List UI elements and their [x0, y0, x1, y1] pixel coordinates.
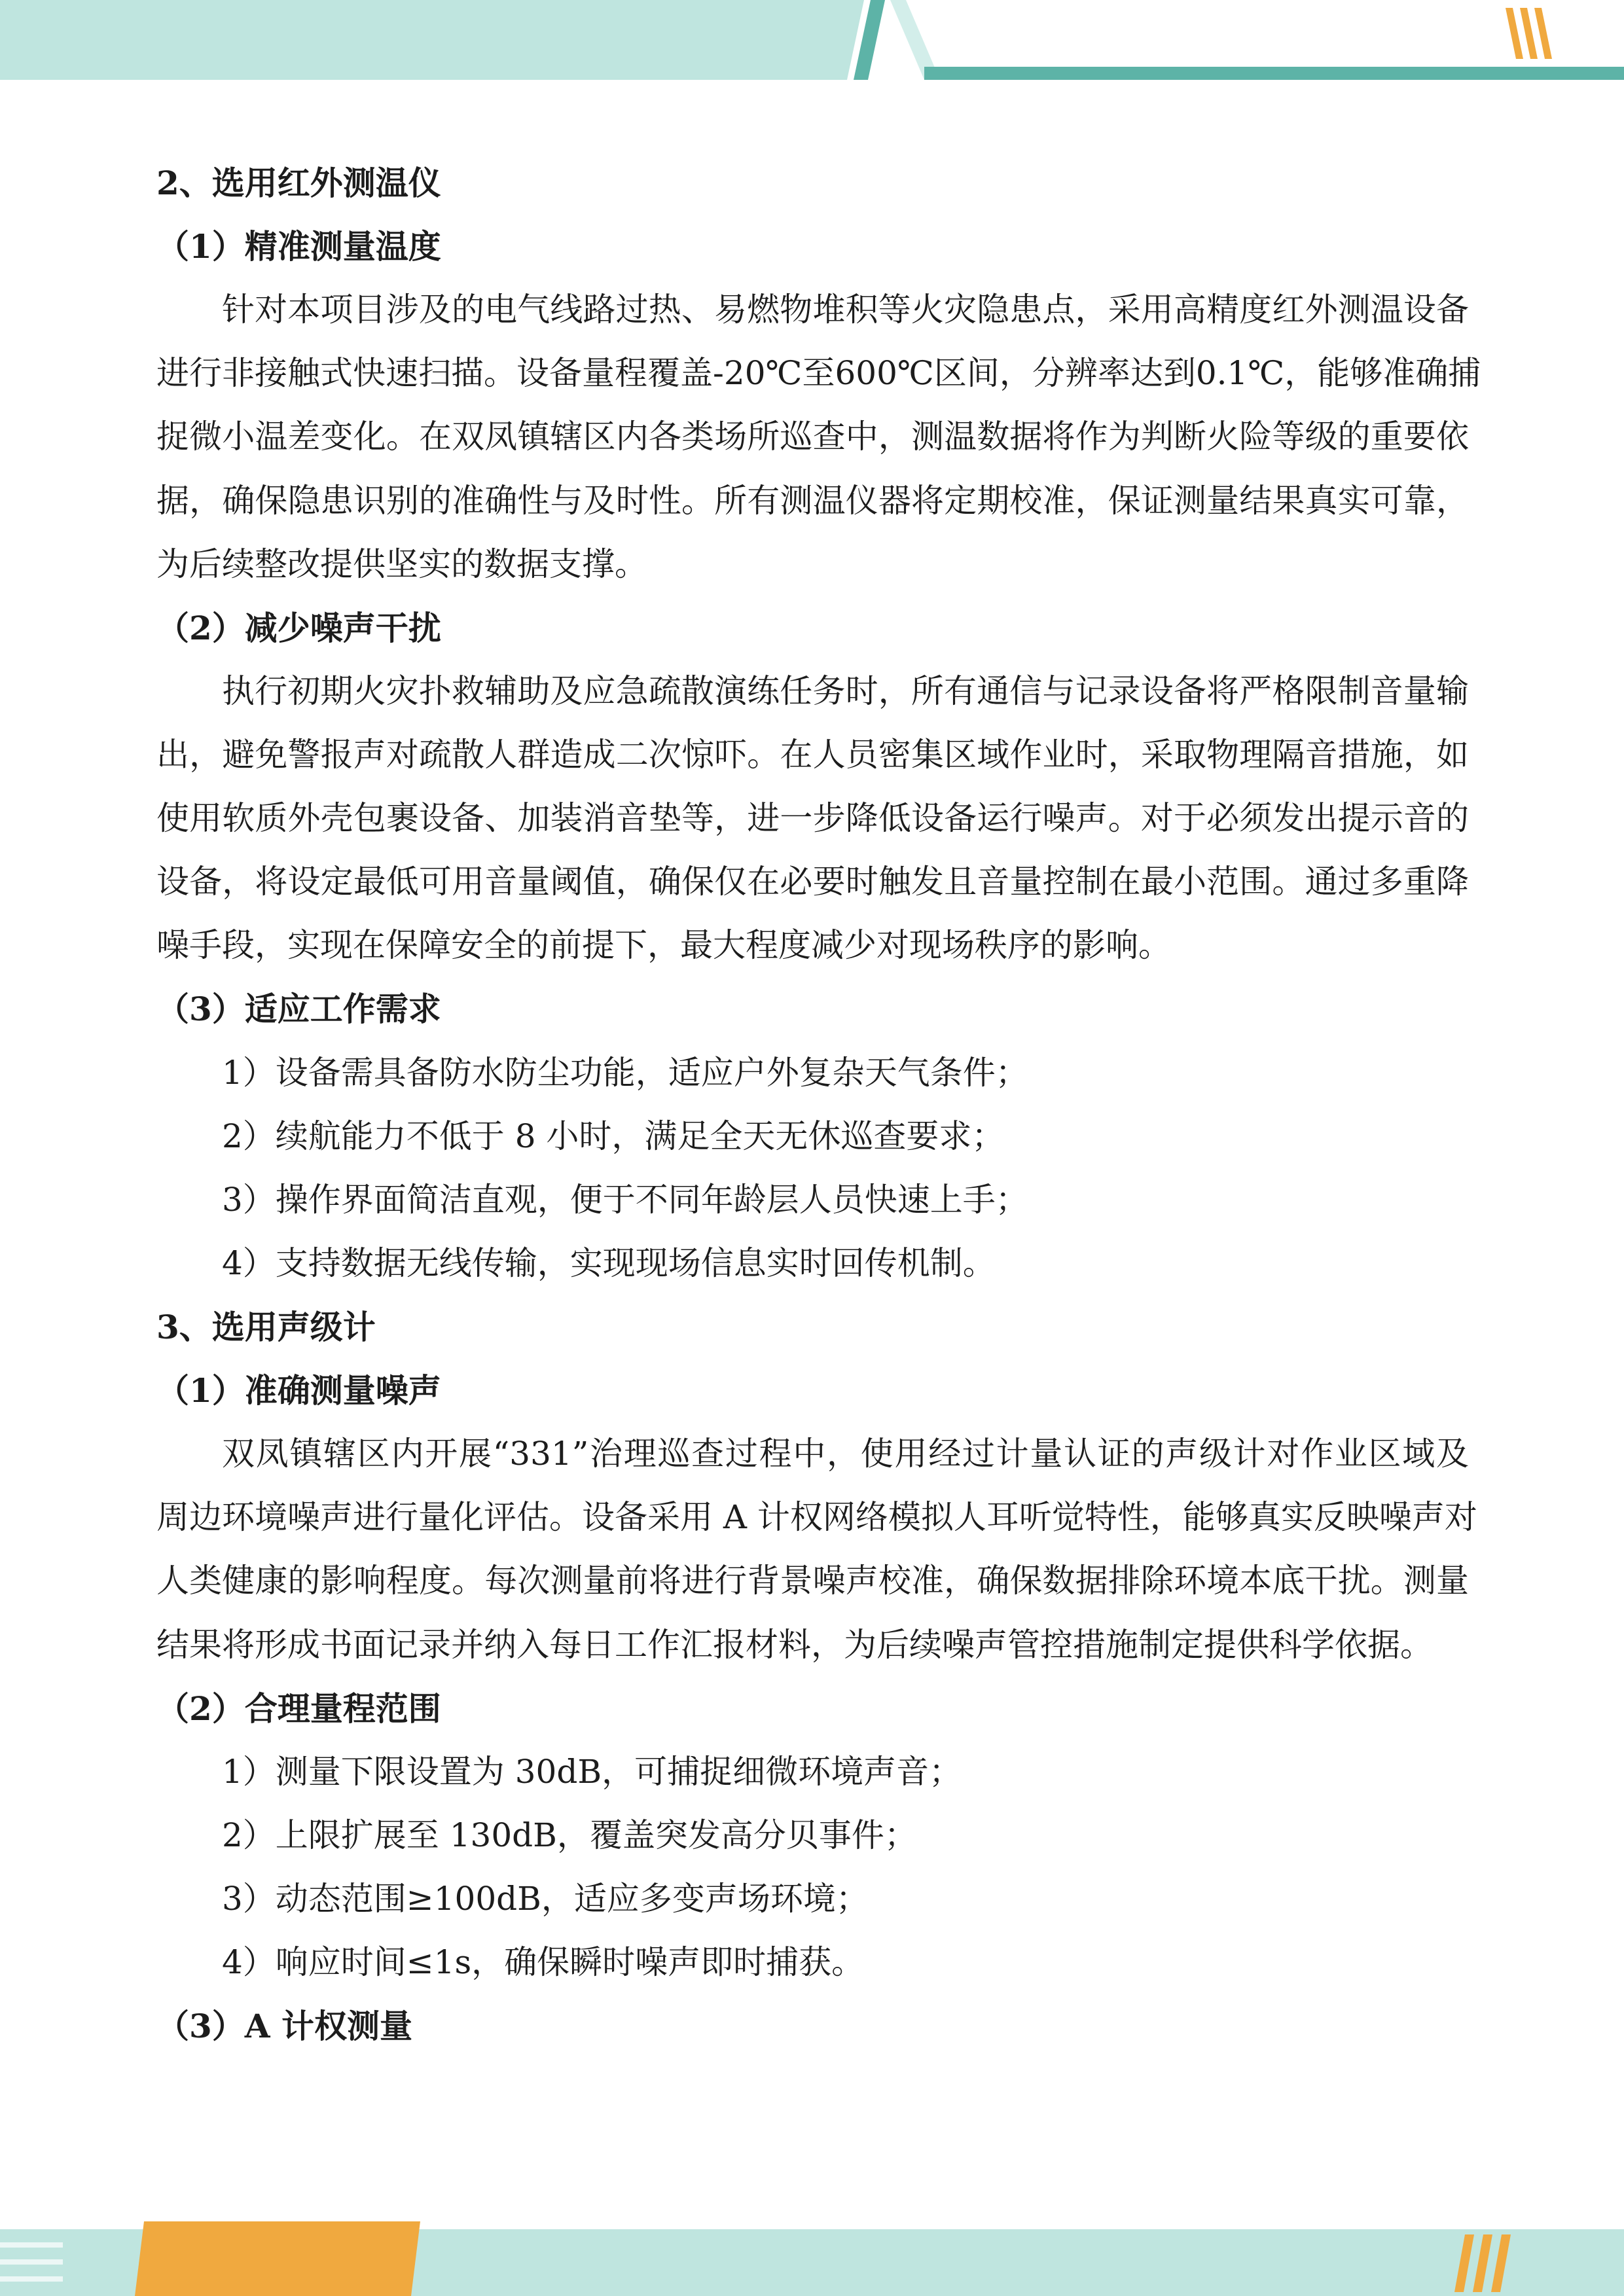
- list-item: 1）设备需具备防水防尘功能，适应户外复杂天气条件；: [222, 1053, 1028, 1092]
- paragraph-line: 针对本项目涉及的电气线路过热、易燃物堆积等火灾隐患点，采用高精度红外测温设备: [222, 291, 1469, 329]
- paragraph-line: 周边环境噪声进行量化评估。设备采用 A 计权网络模拟人耳听觉特性，能够真实反映噪声对: [156, 1498, 1477, 1537]
- paragraph-line: 据，确保隐患识别的准确性与及时性。所有测温仪器将定期校准，保证测量结果真实可靠，: [156, 481, 1469, 520]
- footer-white-line: [0, 2242, 63, 2248]
- subsection-heading: （1）精准测量温度: [156, 227, 441, 266]
- paragraph-line: 捉微小温差变化。在双凤镇辖区内各类场所巡查中，测温数据将作为判断火险等级的重要依: [156, 418, 1469, 456]
- paragraph-line: 出，避免警报声对疏散人群造成二次惊吓。在人员密集区域作业时，采取物理隔音措施，如: [156, 735, 1469, 774]
- paragraph-line: 人类健康的影响程度。每次测量前将进行背景噪声校准，确保数据排除环境本底干扰。测量: [156, 1562, 1469, 1600]
- subsection-heading: （3）适应工作需求: [156, 990, 441, 1029]
- range-list: [156, 1740, 1469, 1994]
- document-body: [156, 151, 1481, 2058]
- header-orange-stripe: [1520, 8, 1538, 59]
- section-heading: 3、选用声级计: [156, 1307, 376, 1346]
- header-decoration: [0, 0, 1624, 85]
- footer-decoration: [0, 2219, 1624, 2296]
- paragraph-line: 双凤镇辖区内开展“331”治理巡查过程中，使用经过计量认证的声级计对作业区域及: [222, 1435, 1469, 1473]
- subsection-heading: （2）合理量程范围: [156, 1689, 441, 1728]
- subsection-heading: （1）准确测量噪声: [156, 1371, 441, 1410]
- subsection-accurate-noise: [156, 1359, 1477, 1677]
- footer-orange-block: [135, 2221, 420, 2296]
- section-infrared-thermometer: [156, 151, 1481, 1295]
- subsection-work-requirements: [156, 977, 1469, 1295]
- paragraph: [156, 278, 1481, 596]
- paragraph-line: 结果将形成书面记录并纳入每日工作汇报材料，为后续噪声管控措施制定提供科学依据。: [156, 1625, 1433, 1664]
- list-item: 4）响应时间≤1s，确保瞬时噪声即时捕获。: [222, 1943, 865, 1982]
- paragraph-line: 噪手段，实现在保障安全的前提下，最大程度减少对现场秩序的影响。: [156, 926, 1171, 965]
- list-item: 3）操作界面简洁直观，便于不同年龄层人员快速上手；: [222, 1180, 1028, 1219]
- subsection-measurement-range: [156, 1677, 1469, 1995]
- paragraph-line: 使用软质外壳包裹设备、加装消音垫等，进一步降低设备运行噪声。对于必须发出提示音的: [156, 799, 1469, 838]
- subsection-reduce-noise: [156, 596, 1469, 978]
- list-item: 1）测量下限设置为 30dB，可捕捉细微环境声音；: [222, 1752, 962, 1791]
- header-mint-band: [0, 0, 864, 80]
- paragraph-line: 执行初期火灾扑救辅助及应急疏散演练任务时，所有通信与记录设备将严格限制音量输: [222, 672, 1469, 710]
- paragraph: [156, 1422, 1477, 1676]
- section-sound-level-meter: [156, 1295, 1477, 2058]
- header-teal-rule: [924, 67, 1624, 80]
- subsection-heading: （3）A 计权测量: [156, 2007, 412, 2046]
- subsection-heading: （2）减少噪声干扰: [156, 608, 441, 647]
- paragraph-line: 设备，将设定最低可用音量阈值，确保仅在必要时触发且音量控制在最小范围。通过多重降: [156, 863, 1469, 901]
- list-item: 2）续航能力不低于 8 小时，满足全天无休巡查要求；: [222, 1117, 1005, 1155]
- header-orange-stripe: [1506, 8, 1523, 59]
- list-item: 4）支持数据无线传输，实现现场信息实时回传机制。: [222, 1244, 996, 1282]
- requirement-list: [156, 1041, 1469, 1295]
- header-orange-stripe: [1534, 8, 1552, 59]
- subsection-a-weighting: [156, 1994, 1469, 2058]
- subsection-accurate-temperature: [156, 215, 1481, 596]
- section-heading: 2、选用红外测温仪: [156, 164, 441, 202]
- list-item: 3）动态范围≥100dB，适应多变声场环境；: [222, 1879, 869, 1918]
- footer-white-line: [0, 2276, 63, 2282]
- footer-white-line: [0, 2259, 63, 2265]
- list-item: 2）上限扩展至 130dB，覆盖突发高分贝事件；: [222, 1816, 917, 1854]
- paragraph-line: 进行非接触式快速扫描。设备量程覆盖-20℃至600℃区间，分辨率达到0.1℃，能够准确捕: [156, 354, 1481, 393]
- paragraph: [156, 660, 1469, 978]
- paragraph-line: 为后续整改提供坚实的数据支撑。: [156, 545, 647, 583]
